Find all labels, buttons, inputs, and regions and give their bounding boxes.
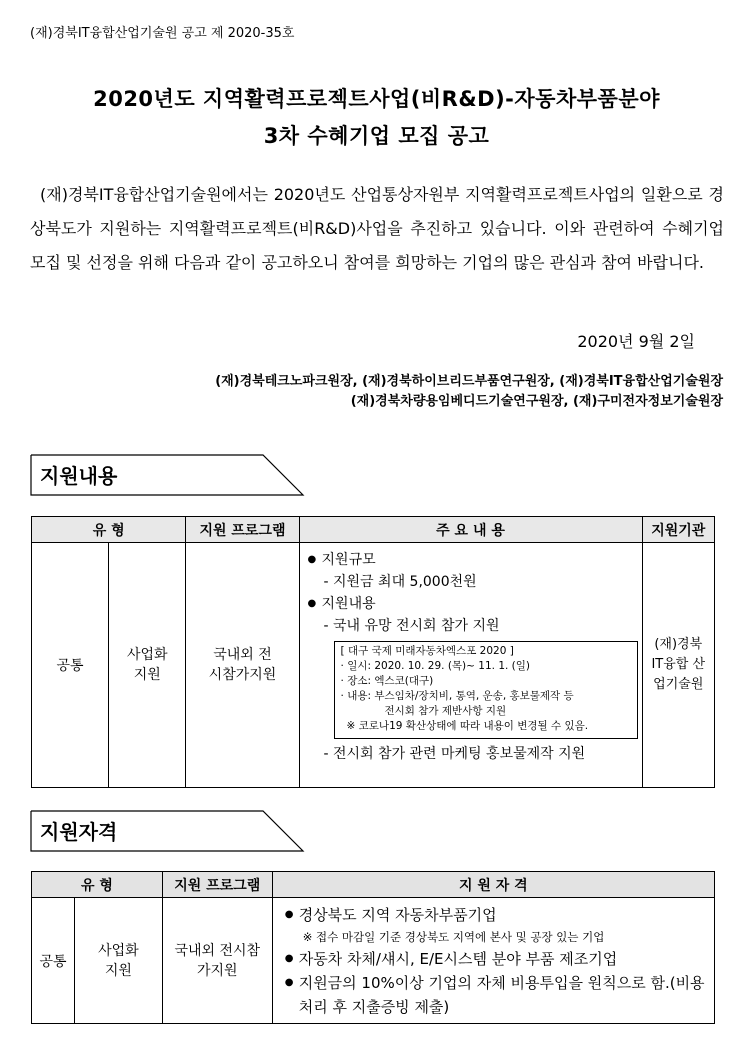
header-type: 유 형 [32,872,163,898]
cell-type-common: 공통 [32,898,75,1024]
document-number: (재)경북IT융합산업기술원 공고 제 2020-35호 [30,26,295,41]
box-place: · 장소: 엑스코(대구) [340,675,434,687]
exhibition-info-box [334,641,638,739]
cell-main-content [299,543,642,788]
page-subtitle: 3차 수혜기업 모집 공고 [263,124,490,148]
qualification-region: ● 경상북도 지역 자동차부품기업 [281,903,706,927]
section-heading-eligibility [30,810,305,850]
cell-qualification [272,898,714,1024]
issuing-orgs-line1: (재)경북테크노파크원장, (재)경북하이브리드부품연구원장, (재)경북IT융합산업기술원장 [215,374,723,389]
qualification-manufacturer: ● 자동차 차체/섀시, E/E시스템 분야 부품 제조기업 [281,947,706,971]
sub-max-grant: - 지원금 최대 5,000천원 [323,574,477,590]
cell-program: 국내외 전시참가지원 [186,543,299,788]
box-content-cont: 전시회 참가 제반사항 지원 [384,705,507,717]
box-content: · 내용: 부스임차/장치비, 통역, 운송, 홍보물제작 등 [340,690,574,702]
header-program: 지원 프로그램 [186,517,299,543]
header-qualification: 지 원 자 격 [272,872,714,898]
box-note: ※ 코로나19 확산상태에 따라 내용이 변경될 수 있음. [346,720,589,732]
announcement-date: 2020년 9월 2일 [577,332,695,351]
box-title: [ 대구 국제 미래자동차엑스포 2020 ] [340,645,514,657]
section-heading-label: 지원내용 [40,464,118,488]
box-date: · 일시: 2020. 10. 29. (목)~ 11. 1. (일) [340,660,531,672]
cell-program: 국내외 전시참가지원 [162,898,272,1024]
issuing-orgs-line2: (재)경북차량용임베디드기술연구원장, (재)구미전자정보기술원장 [350,394,723,409]
qualification-self-funding: ● 지원금의 10%이상 기업의 자체 비용투입을 원칙으로 함.(비용 처리 후 지출증빙 제출) [281,971,706,1019]
eligibility-table [31,871,715,1024]
announcement-body: (재)경북IT융합산업기술원에서는 2020년도 산업통상자원부 지역활력프로젝트사업의 일환으로 경상북도가 지원하는 지역활력프로젝트(비R&D)사업을 추진하고 있습니다. 이와 관련하여 수혜기업 모집 및 선정을 위해 다음과 같이 공고하오니 참여를 희망하는 기업의 많은 관심과 참여 바랍니다. [30,185,724,272]
header-content: 주 요 내 용 [299,517,642,543]
section-heading-support-content [30,454,305,494]
section-heading-label: 지원자격 [40,820,118,844]
header-agency: 지원기관 [642,517,714,543]
table-row [32,543,715,788]
table-header-row [32,872,715,898]
sub-marketing-support: - 전시회 참가 관련 마케팅 홍보물제작 지원 [323,746,586,762]
bullet-support-details: ● 지원내용 [304,593,638,615]
table-row [32,898,715,1024]
cell-type-commercialization: 사업화 지원 [74,898,162,1024]
qualification-region-note: ※ 접수 마감일 기준 경상북도 지역에 본사 및 공장 있는 기업 [302,930,605,944]
table-header-row [32,517,715,543]
header-type: 유 형 [32,517,186,543]
bullet-support-scale: ● 지원규모 [304,549,638,571]
cell-type-common: 공통 [32,543,109,788]
cell-type-commercialization: 사업화 지원 [108,543,185,788]
header-program: 지원 프로그램 [162,872,272,898]
page-title: 2020년도 지역활력프로젝트사업(비R&D)-자동차부품분야 [93,87,660,111]
support-content-table [31,516,715,788]
cell-agency: (재)경북 IT융합 산업기술원 [642,543,714,788]
sub-exhibition-support: - 국내 유망 전시회 참가 지원 [323,618,500,634]
